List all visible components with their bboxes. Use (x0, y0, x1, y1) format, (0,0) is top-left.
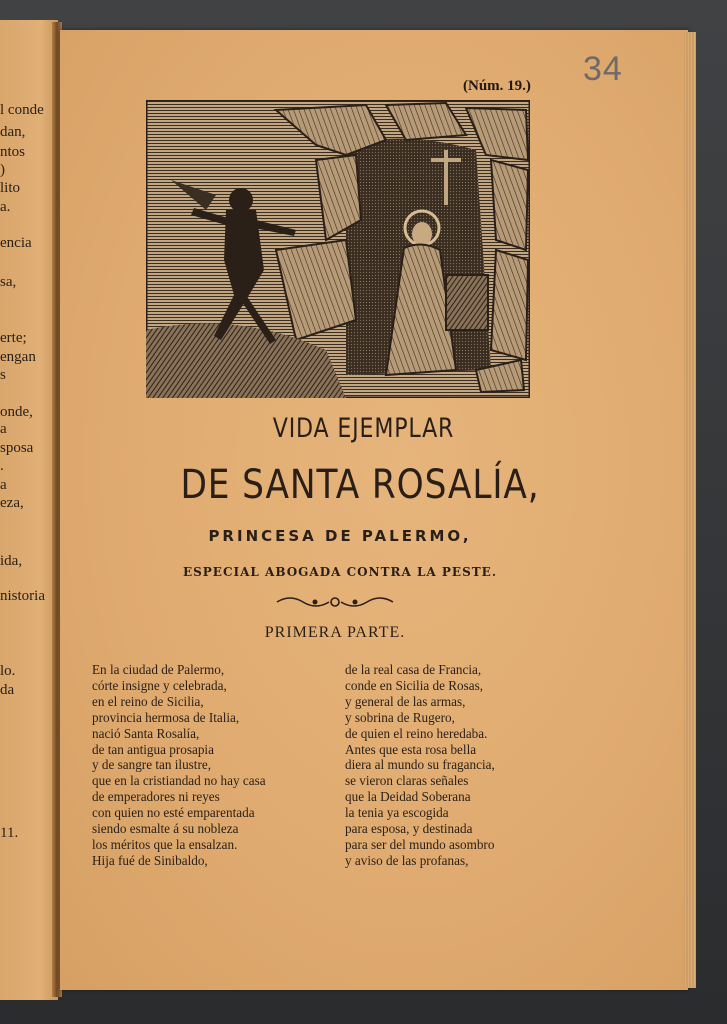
verse-line: y sobrina de Rugero, (345, 709, 455, 725)
verse-line: de quien el reino heredaba. (345, 725, 488, 741)
verse-line: conde en Sicilia de Rosas, (345, 677, 484, 693)
previous-page-text-fragment: onde, (0, 404, 33, 420)
verse-line: para esposa, y destinada (345, 821, 473, 837)
verse-line: diera al mundo su fragancia, (345, 757, 495, 773)
verse-line: que la Deidad Soberana (345, 789, 471, 805)
previous-page-text-fragment: lito (0, 180, 21, 196)
previous-page-text-fragment: a. (0, 199, 11, 215)
previous-page-text-fragment: da (0, 682, 15, 698)
verse-line: de la real casa de Francia, (345, 662, 482, 677)
previous-page-text-fragment: encia (0, 235, 32, 251)
previous-page-text-fragment: nistoria (0, 588, 45, 604)
verse-line: con quien no esté emparentada (92, 805, 255, 821)
verse-line: los méritos que la ensalzan. (92, 836, 238, 852)
previous-page-text-fragment: a (0, 421, 7, 437)
verse-line: córte insigne y celebrada, (92, 677, 227, 693)
woodcut-illustration (146, 100, 530, 398)
verse-line: En la ciudad de Palermo, (92, 662, 225, 677)
previous-page-text-fragment: ) (0, 162, 5, 178)
verse-line: en el reino de Sicilia, (92, 693, 204, 709)
verse-line: se vieron claras señales (345, 773, 469, 789)
previous-page-text-fragment: l conde (0, 102, 44, 118)
verse-line: provincia hermosa de Italia, (92, 709, 240, 725)
verse-line: para ser del mundo asombro (345, 836, 495, 852)
previous-page-text-fragment: sa, (0, 274, 17, 290)
previous-page-text-fragment: dan, (0, 124, 26, 140)
page-edges (684, 32, 696, 988)
verse-line: Antes que esta rosa bella (345, 741, 477, 757)
previous-page-text-fragment: ida, (0, 553, 23, 569)
previous-page-text-fragment: eza, (0, 495, 24, 511)
verse-line: de tan antigua prosapia (92, 741, 214, 757)
verse-line: siendo esmalte á su nobleza (92, 821, 239, 837)
verse-line: y de sangre tan ilustre, (92, 757, 212, 773)
previous-page (0, 20, 58, 1000)
verse-line: Hija fué de Sinibaldo, (92, 852, 208, 868)
verse-line: la tenia ya escogida (345, 805, 449, 821)
previous-page-text-fragment: . (0, 458, 4, 474)
previous-page-text-fragment: lo. (0, 663, 16, 679)
part-heading: PRIMERA PARTE. (264, 624, 406, 641)
previous-page-text-fragment: engan (0, 349, 36, 365)
previous-page-text-fragment: s (0, 367, 6, 383)
previous-page-text-fragment: a (0, 477, 7, 493)
verse-line: nació Santa Rosalía, (92, 725, 200, 741)
handwritten-page-number: 34 (583, 50, 623, 88)
title-line-2: DE SANTA ROSALÍA, (180, 462, 540, 508)
verse-line: y aviso de las profanas, (345, 852, 469, 868)
previous-page-text-fragment: ntos (0, 144, 26, 160)
previous-page-text-fragment: sposa (0, 440, 34, 456)
verse-column-right (345, 662, 495, 869)
verse-column-left (92, 662, 266, 869)
issue-number: (Núm. 19.) (463, 78, 531, 94)
verse-line: que en la cristiandad no hay casa (92, 773, 266, 789)
previous-page-text-fragment: 11. (0, 825, 19, 841)
subtitle: PRINCESA DE PALERMO, (208, 527, 472, 545)
subtitle-secondary: ESPECIAL ABOGADA CONTRA LA PESTE. (182, 565, 498, 579)
verse-line: y general de las armas, (345, 693, 466, 709)
previous-page-text-fragment: erte; (0, 330, 27, 346)
title-line-1: VIDA EJEMPLAR (272, 413, 455, 444)
verse-line: de emperadores ni reyes (92, 789, 220, 805)
decorative-ornament (275, 594, 395, 610)
